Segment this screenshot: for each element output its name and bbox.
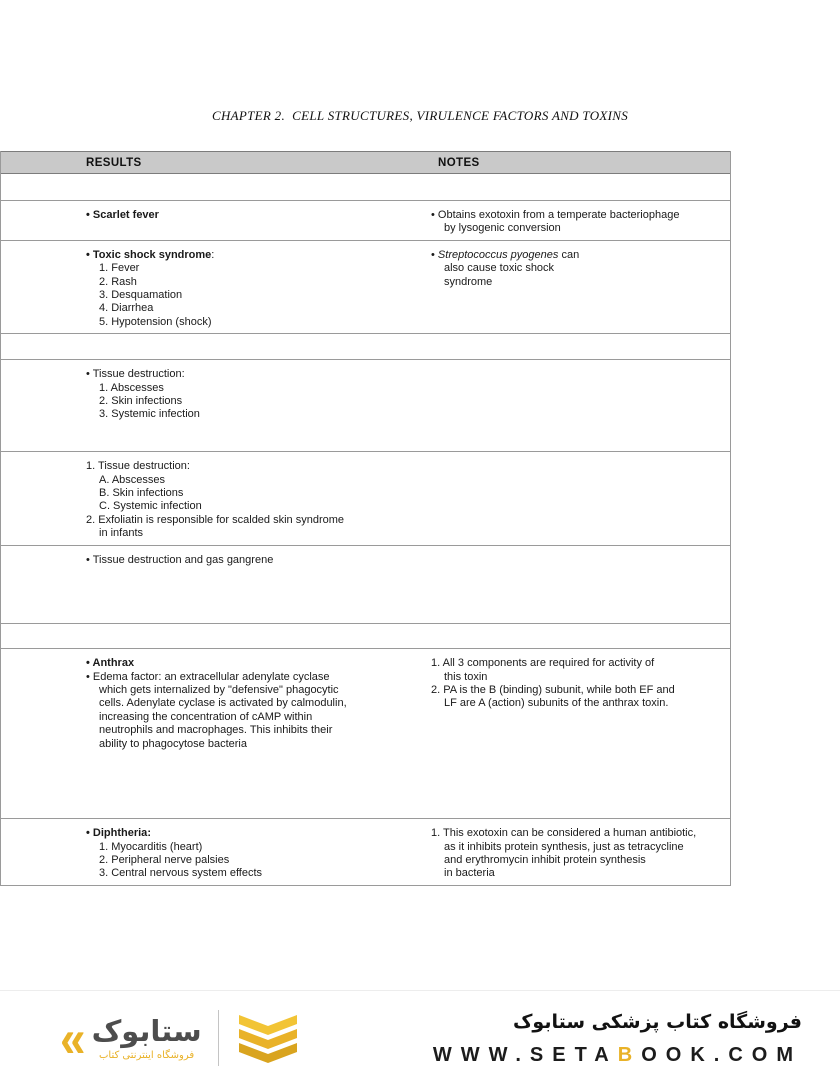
- table-body: [1, 174, 730, 886]
- results-notes-table: [0, 151, 731, 886]
- website-url: WWW.SETABOOK.COM: [432, 1043, 802, 1066]
- text-line: 4. Diarrhea: [99, 302, 154, 315]
- table-row: [1, 201, 730, 241]
- results-cell: [1, 174, 421, 200]
- text-line: and erythromycin inhibit protein synthesis: [444, 854, 646, 867]
- brand-block: [92, 1015, 202, 1061]
- notes-cell: [421, 360, 730, 451]
- double-chevron-icon: «: [60, 1008, 86, 1068]
- results-cell: [1, 452, 421, 545]
- text-line: • Toxic shock syndrome:: [86, 248, 215, 261]
- notes-cell: [421, 819, 730, 885]
- text-line: • Tissue destruction:: [86, 368, 185, 381]
- results-cell: [1, 360, 421, 451]
- text-line: • Edema factor: an extracellular adenylate cyclase: [86, 670, 330, 683]
- text-line: neutrophils and macrophages. This inhibits their: [99, 724, 333, 737]
- store-name-farsi: فروشگاه کتاب پزشکی ستابوک: [512, 1010, 802, 1033]
- table-row: [1, 174, 730, 201]
- text-line: ability to phagocytose bacteria: [99, 737, 247, 750]
- table-row: [1, 819, 730, 886]
- book-emblem-icon: [235, 1011, 301, 1065]
- text-line: LF are A (action) subunits of the anthrax toxin.: [444, 697, 669, 710]
- text-line: 5. Hypotension (shock): [99, 315, 212, 328]
- setabook-logo: [60, 1010, 301, 1066]
- text-line: B. Skin infections: [99, 487, 184, 500]
- results-cell: [1, 241, 421, 333]
- results-cell: [1, 649, 421, 818]
- table-row: [1, 334, 730, 360]
- notes-cell: [421, 649, 730, 818]
- text-line: increasing the concentration of cAMP within: [99, 710, 313, 723]
- text-line: this toxin: [444, 670, 488, 683]
- column-header-results: RESULTS: [86, 156, 142, 169]
- footer: [0, 998, 840, 1078]
- table-row: [1, 649, 730, 819]
- text-line: 1. This exotoxin can be considered a human antibiotic,: [431, 827, 697, 840]
- text-line: 1. Abscesses: [99, 381, 164, 394]
- table-row: [1, 360, 730, 452]
- column-header-notes: NOTES: [438, 156, 480, 169]
- table-row: [1, 624, 730, 649]
- text-line: by lysogenic conversion: [444, 222, 561, 235]
- text-line: A. Abscesses: [99, 473, 166, 486]
- text-line: • Obtains exotoxin from a temperate bacteriophage: [431, 209, 680, 221]
- text-line: • Streptococcus pyogenes can: [431, 248, 580, 261]
- table-header-row: [1, 151, 730, 174]
- notes-cell: [421, 452, 730, 545]
- brand-tagline-farsi: فروشگاه اینترنتی کتاب: [99, 1050, 195, 1061]
- notes-cell: [421, 241, 730, 333]
- text-line: 2. Peripheral nerve palsies: [99, 854, 230, 867]
- notes-cell: [421, 201, 730, 240]
- text-line: 1. All 3 components are required for activity of: [431, 657, 655, 670]
- text-line: 1. Fever: [99, 262, 140, 275]
- text-line: in infants: [99, 527, 144, 540]
- notes-cell: [421, 624, 730, 648]
- text-line: cells. Adenylate cyclase is activated by calmodulin,: [99, 697, 347, 710]
- results-cell: [1, 819, 421, 885]
- table-row: [1, 452, 730, 546]
- notes-cell: [421, 334, 730, 359]
- text-line: in bacteria: [444, 867, 495, 880]
- text-line: 2. PA is the B (binding) subunit, while both EF and: [431, 684, 675, 697]
- brand-name-farsi: ستابوک: [91, 1014, 202, 1048]
- footer-right: [433, 1010, 802, 1067]
- text-line: C. Systemic infection: [99, 500, 202, 513]
- table-row: [1, 546, 730, 624]
- text-line: 1. Myocarditis (heart): [99, 840, 203, 853]
- text-line: 2. Exfoliatin is responsible for scalded skin syndrome: [86, 513, 345, 526]
- text-line: as it inhibits protein synthesis, just as tetracycline: [444, 840, 684, 853]
- text-line: 2. Skin infections: [99, 395, 183, 408]
- logo-divider: [218, 1010, 219, 1066]
- text-line: syndrome: [444, 275, 493, 288]
- notes-cell: [421, 174, 730, 200]
- results-cell: [1, 334, 421, 359]
- text-line: • Anthrax: [86, 657, 135, 670]
- text-line: 3. Desquamation: [99, 289, 183, 302]
- text-line: 2. Rash: [99, 275, 137, 288]
- results-cell: [1, 546, 421, 623]
- text-line: 3. Systemic infection: [99, 408, 200, 421]
- text-line: • Diphtheria:: [86, 827, 151, 840]
- chapter-title: CHAPTER 2. CELL STRUCTURES, VIRULENCE FACTORS AND TOXINS: [211, 108, 629, 123]
- results-cell: [1, 201, 421, 240]
- notes-cell: [421, 546, 730, 623]
- text-line: also cause toxic shock: [444, 262, 555, 275]
- text-line: • Scarlet fever: [86, 209, 159, 221]
- text-line: which gets internalized by "defensive" phagocytic: [99, 684, 339, 697]
- text-line: 1. Tissue destruction:: [86, 460, 190, 473]
- text-line: • Tissue destruction and gas gangrene: [86, 554, 274, 567]
- table-row: [1, 241, 730, 334]
- text-line: 3. Central nervous system effects: [99, 867, 263, 880]
- results-cell: [1, 624, 421, 648]
